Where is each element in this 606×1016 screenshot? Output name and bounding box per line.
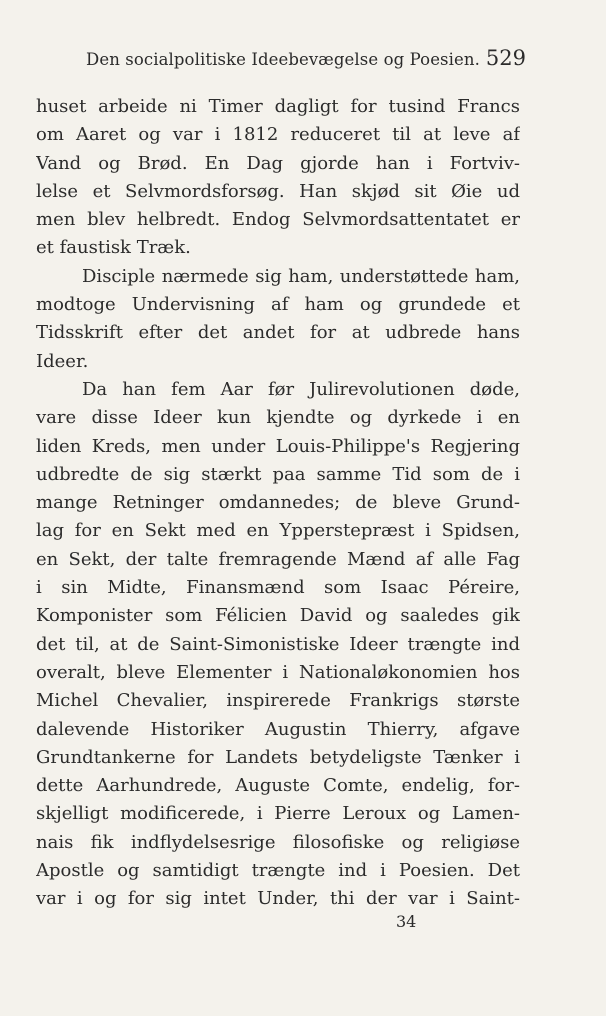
text-line: lelse et Selvmordsforsøg. Han skjød sit Øie ud: [36, 180, 520, 202]
text-line: Ideer.: [36, 350, 89, 372]
text-line: liden Kreds, men under Louis-Philippe's Regjering: [36, 435, 520, 457]
text-line: mange Retninger omdannedes; de bleve Grund-: [36, 492, 520, 514]
text-line: det til, at de Saint-Simonistiske Ideer trængte ind: [36, 633, 520, 655]
printer-signature-mark: 34: [396, 912, 417, 931]
text-line: var i og for sig intet Under, thi der var i Saint-: [36, 888, 520, 910]
text-line: modtoge Undervisning af ham og grundede et: [36, 294, 520, 316]
text-line: overalt, bleve Elementer i Nationaløkonomien hos: [36, 661, 520, 683]
text-line: Michel Chevalier, inspirerede Frankrigs største: [36, 690, 520, 712]
text-line: skjelligt modificerede, i Pierre Leroux og Lamen-: [36, 803, 520, 825]
text-line: vare disse Ideer kun kjendte og dyrkede i en: [36, 407, 520, 429]
text-line: Apostle og samtidigt trængte ind i Poesien. Det: [36, 860, 520, 882]
text-line: nais fik indflydelsesrige filosofiske og religiøse: [36, 831, 520, 853]
text-line: Vand og Brød. En Dag gjorde han i Fortviv-: [36, 152, 520, 174]
running-title: Den socialpolitiske Ideebevægelse og Poesien.: [86, 50, 480, 69]
page-number: 529: [485, 46, 526, 70]
text-line: om Aaret og var i 1812 reduceret til at leve af: [36, 124, 520, 146]
text-line: en Sekt, der talte fremragende Mænd af alle Fag: [36, 548, 520, 570]
text-line: Tidsskrift efter det andet for at udbrede hans: [36, 322, 520, 344]
text-line: men blev helbredt. Endog Selvmordsattentatet er: [36, 209, 520, 231]
text-line: i sin Midte, Finansmænd som Isaac Péreire,: [36, 577, 520, 599]
running-head: [86, 46, 526, 76]
text-line: dalevende Historiker Augustin Thierry, afgave: [36, 718, 520, 740]
text-line: dette Aarhundrede, Auguste Comte, endelig, for-: [36, 775, 520, 797]
text-line: huset arbeide ni Timer dagligt for tusind Francs: [36, 96, 520, 117]
text-line: Komponister som Félicien David og saaledes gik: [36, 605, 520, 627]
text-line: lag for en Sekt med en Ypperstepræst i Spidsen,: [36, 520, 520, 542]
text-line: Da han fem Aar før Julirevolutionen døde,: [82, 378, 520, 400]
text-line: Disciple nærmede sig ham, understøttede ham,: [82, 265, 520, 287]
text-line: Grundtankerne for Landets betydeligste Tænker i: [36, 746, 520, 768]
text-line: et faustisk Træk.: [36, 237, 191, 259]
text-line: udbredte de sig stærkt paa samme Tid som de i: [36, 463, 520, 485]
body-text: [36, 93, 520, 914]
